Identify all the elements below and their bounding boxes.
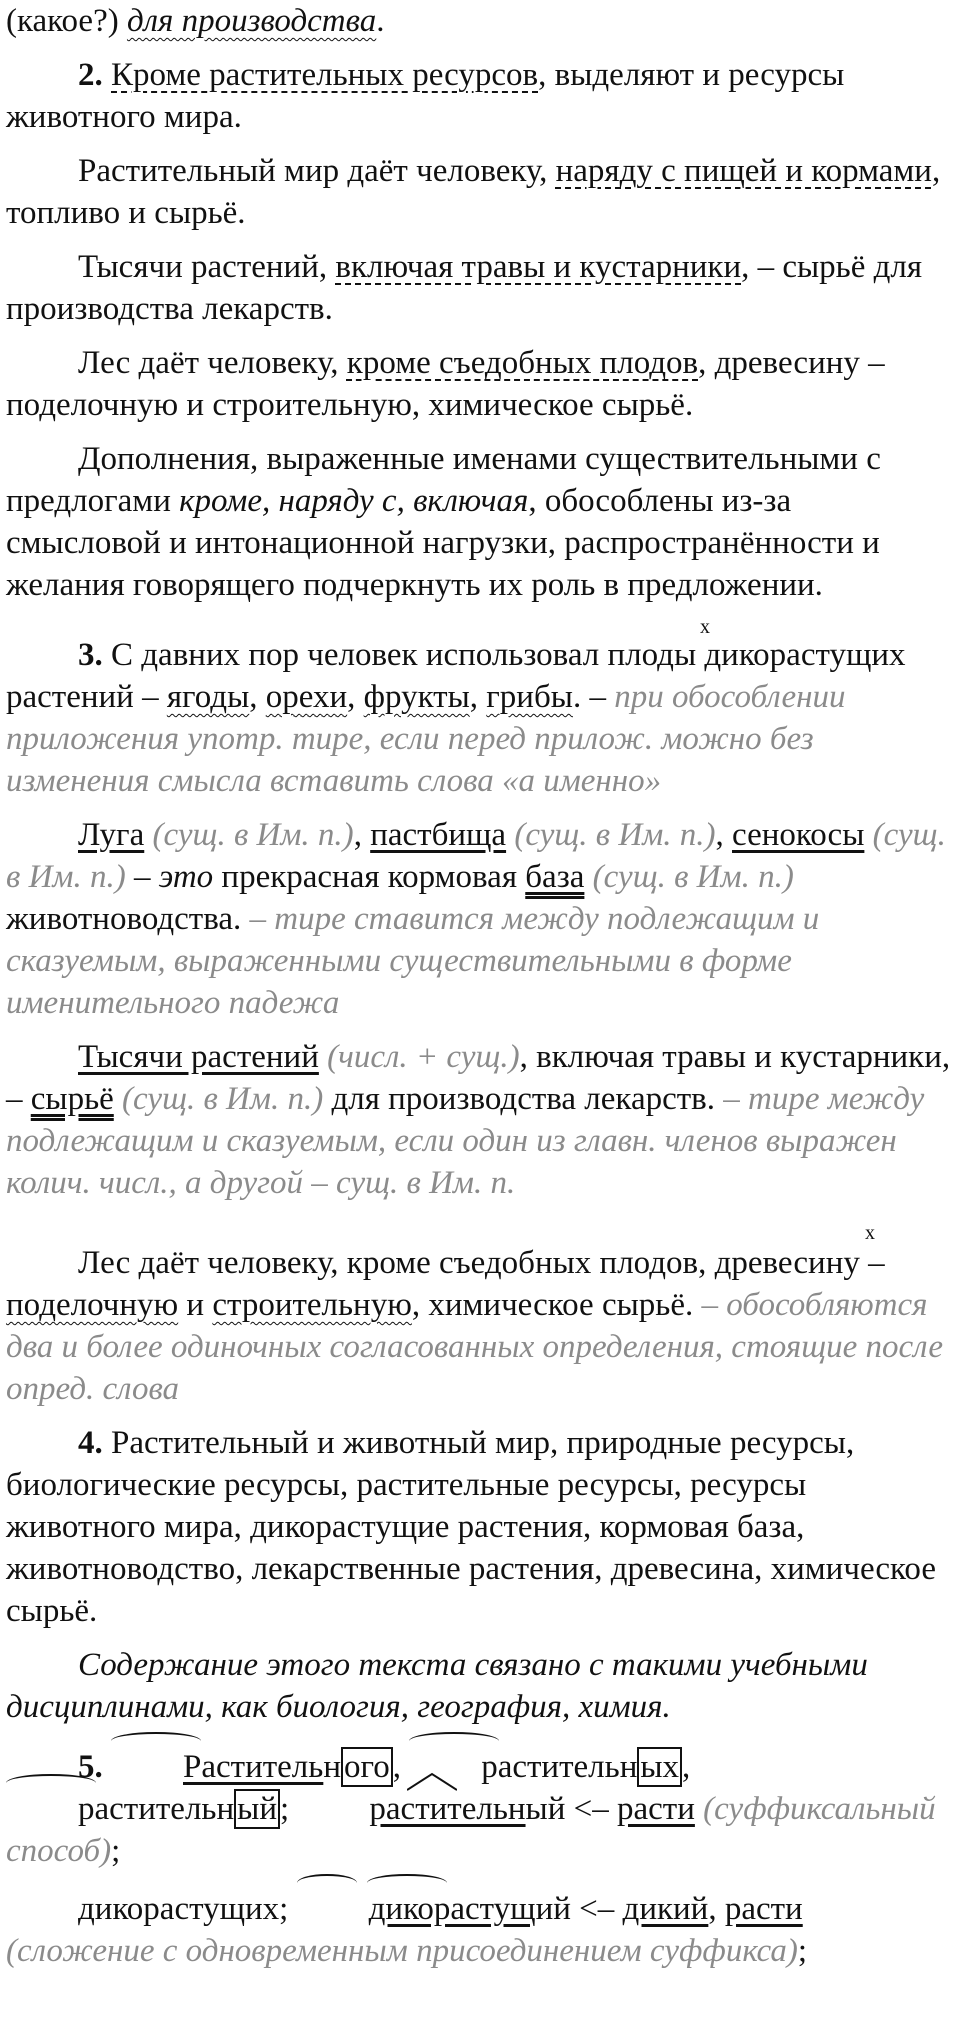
italic-text: кроме, наряду с, включая bbox=[179, 483, 529, 519]
word-part: ый bbox=[525, 1791, 566, 1827]
suffix-mark bbox=[407, 1772, 457, 1792]
ending-box: ый bbox=[234, 1789, 280, 1829]
text: дикорастущих; bbox=[78, 1891, 297, 1927]
word-analysis bbox=[297, 1788, 565, 1830]
word-part: расти bbox=[724, 1891, 803, 1927]
arrow-text: <– bbox=[565, 1791, 617, 1827]
underlined-phrase: Кроме растительных ресурсов bbox=[111, 57, 539, 93]
predicate-word: сырьё bbox=[30, 1081, 114, 1117]
underlined-phrase: включая травы и кустарники bbox=[335, 249, 742, 285]
subject-word: сенокосы bbox=[732, 817, 865, 853]
x-mark-text: x bbox=[865, 1222, 875, 1244]
text: и bbox=[178, 1287, 213, 1323]
word-part: дикорастущ bbox=[368, 1891, 536, 1927]
word-analysis bbox=[111, 1746, 393, 1788]
annotation: – обособляются два и более одиночных согласованных определения, стоящие после опред. слова bbox=[6, 1287, 944, 1407]
annotation: (сложение с одновременным присоединением суффикса) bbox=[6, 1933, 798, 1969]
text: ; bbox=[111, 1833, 121, 1869]
task-number: 5. bbox=[78, 1749, 103, 1785]
text: , топливо и сырьё. bbox=[6, 153, 941, 231]
text: , bbox=[708, 1891, 725, 1927]
text: Лес даёт человеку, bbox=[78, 345, 347, 381]
word-part: Раститель bbox=[183, 1749, 324, 1785]
ending-box: ого bbox=[341, 1747, 393, 1787]
underlined-word: грибы bbox=[486, 679, 573, 715]
subject-word: Тысячи растений bbox=[78, 1039, 319, 1075]
annotation: при обособлении приложения употр. тире, если перед прилож. можно без изменения смысла вставить слова «а именно» bbox=[6, 679, 846, 799]
text: (какое?) bbox=[6, 3, 127, 39]
task-number: 2. bbox=[78, 57, 103, 93]
root-mark bbox=[297, 1874, 357, 1892]
text: Дополнения, выраженные именами существительными с предлогами bbox=[6, 441, 881, 519]
word-part: дикий bbox=[622, 1891, 709, 1927]
text: Растительный мир даёт человеку, bbox=[78, 153, 556, 189]
root-mark bbox=[367, 1874, 447, 1892]
arrow-text: <– bbox=[570, 1891, 623, 1927]
text: Тысячи растений, bbox=[78, 249, 336, 285]
ending-box: ых bbox=[637, 1747, 682, 1787]
paragraph-3 bbox=[0, 150, 960, 234]
annotation: (числ. + сущ.) bbox=[327, 1039, 520, 1075]
paragraph-4 bbox=[0, 246, 960, 330]
paragraph-5 bbox=[0, 342, 960, 426]
root-mark bbox=[111, 1732, 201, 1750]
text: животноводства. bbox=[6, 901, 250, 937]
annotation: (сущ. в Им. п.) bbox=[514, 817, 716, 853]
subject-word: пастбища bbox=[370, 817, 507, 853]
word-part: раститель bbox=[481, 1749, 620, 1785]
root-mark bbox=[409, 1732, 499, 1750]
paragraph-11 bbox=[0, 1422, 960, 1632]
text: прекрасная кормовая bbox=[213, 859, 526, 895]
text: ; bbox=[279, 1791, 290, 1827]
word-part: ий bbox=[535, 1891, 571, 1927]
text: Растительный и животный мир, природные ресурсы, биологические ресурсы, растительные ресурсы, ресурсы животного мира, дикорастущие растения, кормовая база, животноводство, лекарственные растения, древесина, химическое сырьё. bbox=[6, 1425, 936, 1629]
text: для производства лекарств. bbox=[323, 1081, 724, 1117]
x-mark bbox=[0, 1204, 960, 1242]
underlined-word: строительную bbox=[212, 1287, 412, 1323]
text: – bbox=[125, 859, 159, 895]
subject-word: Луга bbox=[78, 817, 145, 853]
text: , обособлены из-за смысловой и интонационной нагрузки, распространённости и желания говорящего подчеркнуть их роль в предложении. bbox=[6, 483, 880, 603]
underlined-word: фрукты bbox=[363, 679, 470, 715]
underlined-phrase: для производства bbox=[126, 3, 377, 39]
paragraph-13: 5. Растительного, растительных, растительный; растительный <– расти (суффиксальный способ); bbox=[0, 1746, 960, 1872]
text: С давних пор человек использовал плоды дикорастущих растений – bbox=[6, 637, 906, 715]
underlined-phrase: кроме съедобных плодов bbox=[346, 345, 699, 381]
annotation: (сущ. в Им. п.) bbox=[592, 859, 794, 895]
text-line bbox=[0, 0, 960, 42]
text: Лес даёт человеку, кроме съедобных плодов, древесину – bbox=[78, 1245, 885, 1281]
paragraph-14 bbox=[0, 1888, 960, 1972]
text: , выделяют и ресурсы животного мира. bbox=[6, 57, 845, 135]
word-part: раститель bbox=[78, 1791, 217, 1827]
word-analysis bbox=[297, 1888, 571, 1930]
word-analysis bbox=[6, 1788, 280, 1830]
predicate-word: база bbox=[525, 859, 585, 895]
underlined-word: ягоды bbox=[166, 679, 250, 715]
annotation: (сущ. в Им. п.) bbox=[122, 1081, 324, 1117]
paragraph-10 bbox=[0, 1242, 960, 1410]
x-mark bbox=[0, 606, 960, 638]
underlined-phrase: наряду с пищей и кормами bbox=[555, 153, 932, 189]
text: , древесину – поделочную и строительную, химическое сырьё. bbox=[6, 345, 885, 423]
word-part: растительн bbox=[369, 1791, 526, 1827]
paragraph-8: Луга (сущ. в Им. п.), пастбища (сущ. в Им. п.), сенокосы (сущ. в Им. п.) – это прекрасная кормовая база (сущ. в Им. п.) животноводства. – тире ставится между подлежащим и сказуемым, выраженными существительными в форме именительного падежа bbox=[6, 817, 946, 1021]
paragraph-2 bbox=[0, 54, 960, 138]
task-number: 3. bbox=[78, 637, 103, 673]
text: , включая травы и кустарники, – bbox=[6, 1039, 951, 1117]
paragraph-7: 3. С давних пор человек использовал плоды дикорастущих растений – ягоды, орехи, фрукты, грибы. – при обособлении приложения употр. тире, если перед прилож. можно без изменения смысла вставить слова «а именно» bbox=[6, 637, 906, 799]
text: ; bbox=[797, 1933, 807, 1969]
italic-text: это bbox=[158, 859, 214, 895]
word-part: н bbox=[619, 1749, 638, 1785]
underlined-word: поделочную bbox=[6, 1287, 179, 1323]
text: , химическое сырьё. bbox=[411, 1287, 702, 1323]
text: . bbox=[376, 3, 385, 39]
paragraph-12 bbox=[0, 1644, 960, 1728]
annotation: (сущ. в Им. п.) bbox=[6, 817, 946, 895]
italic-text: Содержание этого текста связано с такими учебными дисциплинами, как биология, география, химия. bbox=[6, 1647, 868, 1725]
underlined-word: орехи bbox=[265, 679, 348, 715]
text: . – bbox=[572, 679, 606, 715]
root-mark bbox=[6, 1774, 96, 1792]
word-part: н bbox=[323, 1749, 341, 1785]
annotation: – тире ставится между подлежащим и сказуемым, выраженными существительными в форме именительного падежа bbox=[6, 901, 820, 1021]
annotation: (сущ. в Им. п.) bbox=[152, 817, 354, 853]
annotation: (суффиксальный способ) bbox=[6, 1791, 936, 1869]
paragraph-6 bbox=[0, 438, 960, 606]
text: , – сырьё для производства лекарств. bbox=[6, 249, 923, 327]
word-part: расти bbox=[617, 1791, 695, 1827]
x-mark-text: x bbox=[700, 616, 710, 638]
task-number: 4. bbox=[78, 1425, 103, 1461]
word-part: н bbox=[216, 1791, 235, 1827]
paragraph-9 bbox=[0, 1036, 960, 1204]
annotation: – тире между подлежащим и сказуемым, если один из главн. членов выражен колич. числ., а другой – сущ. в Им. п. bbox=[6, 1081, 925, 1201]
